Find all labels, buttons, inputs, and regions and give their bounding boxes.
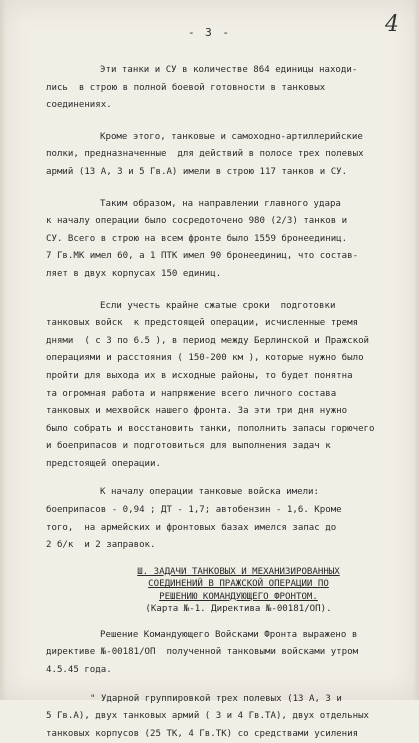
text-line: и боеприпасов и подготовиться для выполнения задач к	[46, 441, 331, 452]
heading-line: Ш. ЗАДАЧИ ТАНКОВЫХ И МЕХАНИЗИРОВАННЫХ	[137, 566, 340, 577]
text-line: Таким образом, на направлении главного удара	[100, 198, 341, 209]
paragraph-decision	[46, 627, 391, 680]
section-reference	[106, 603, 371, 616]
text-line: днями ( с 3 по 6.5 ), в период между Берлинской и Пражской	[46, 335, 370, 346]
text-line: К началу операции танковые войска имели:	[100, 487, 319, 498]
paragraph-main-strike	[46, 196, 391, 284]
heading-line: РЕШЕНИЮ КОМАНДУЮЩЕГО ФРОНТОМ.	[159, 591, 318, 602]
document-body	[46, 62, 391, 743]
text-line: к началу операции было сосредоточено 980 (2/3) танков и	[46, 216, 348, 227]
text-line: танковых и мехвойск нашего фронта. За эти три дня нужно	[46, 406, 348, 417]
text-line: Если учесть крайне сжатые сроки подготовки	[100, 300, 336, 311]
text-line: армий (13 А, 3 и 5 Гв.А) имели в строю 117 танков и СУ.	[46, 166, 348, 177]
text-line: полки, предназначенные для действий в полосе трех полевых	[46, 149, 364, 160]
handwritten-page-number: 4	[385, 12, 399, 37]
text-line: та огромная работа и напряжение всего личного состава	[46, 388, 337, 399]
text-line: того, на армейских и фронтовых базах имелся запас до	[46, 522, 337, 533]
paragraph-tanks-ready	[46, 62, 391, 115]
page-left-edge	[0, 0, 6, 700]
text-line: ляет в двух корпусах 150 единиц.	[46, 268, 222, 279]
text-line: 5 Гв.А), двух танковых армий ( 3 и 4 Гв.ТА), двух отдельных	[46, 711, 370, 722]
text-line: СУ. Всего в строю на всем фронте было 1559 бронеединиц.	[46, 233, 348, 244]
text-line: боеприпасов - 0,94 ; ДТ - 1,7; автобензин - 1,6. Кроме	[46, 505, 342, 516]
text-line: Кроме этого, танковые и самоходно-артиллерийские	[100, 131, 363, 142]
paragraph-preparation	[46, 298, 391, 474]
section-heading	[106, 566, 371, 604]
text-line: Решение Командующего Войсками Фронта выражено в	[100, 629, 358, 640]
reference-line: (Карта №-1. Директива №-00181/ОП).	[145, 604, 332, 615]
text-line: директиве №-00181/ОП полученной танковыми войсками утром	[46, 647, 359, 658]
text-line: " Ударной группировкой трех полевых (13 А, 3 и	[90, 693, 342, 704]
text-line: 7 Гв.МК имел 60, а 1 ПТК имел 90 бронеединиц, что состав-	[46, 251, 359, 262]
paragraph-supplies	[46, 484, 391, 554]
text-line: предстоящей операции.	[46, 458, 161, 469]
heading-line: СОЕДИНЕНИЙ В ПРАЖСКОЙ ОПЕРАЦИИ ПО	[148, 579, 329, 590]
text-line: 2 б/к и 2 заправок.	[46, 540, 156, 551]
page-number: - 3 -	[187, 26, 232, 39]
paragraph-quote	[46, 691, 391, 743]
text-line: операциями и расстояния ( 150-200 км ), которые нужно было	[46, 353, 364, 364]
text-line: лись в строю в полной боевой готовности в танковых	[46, 82, 326, 93]
text-line: было собрать и восстановить танки, пополнить запасы горючего	[46, 423, 375, 434]
paragraph-regiments	[46, 129, 391, 182]
text-line: 4.5.45 года.	[46, 665, 112, 676]
text-line: танковых корпусов (25 ТК, 4 Гв.ТК) со средствами усиления	[46, 728, 359, 739]
text-line: соединениях.	[46, 100, 112, 111]
text-line: пройти для выхода их в исходные районы, то будет понятна	[46, 370, 353, 381]
text-line: Эти танки и СУ в количестве 864 единицы находи-	[100, 65, 358, 75]
text-line: танковых войск к предстоящей операции, исчисленные тремя	[46, 318, 359, 329]
page-right-edge	[413, 0, 419, 700]
